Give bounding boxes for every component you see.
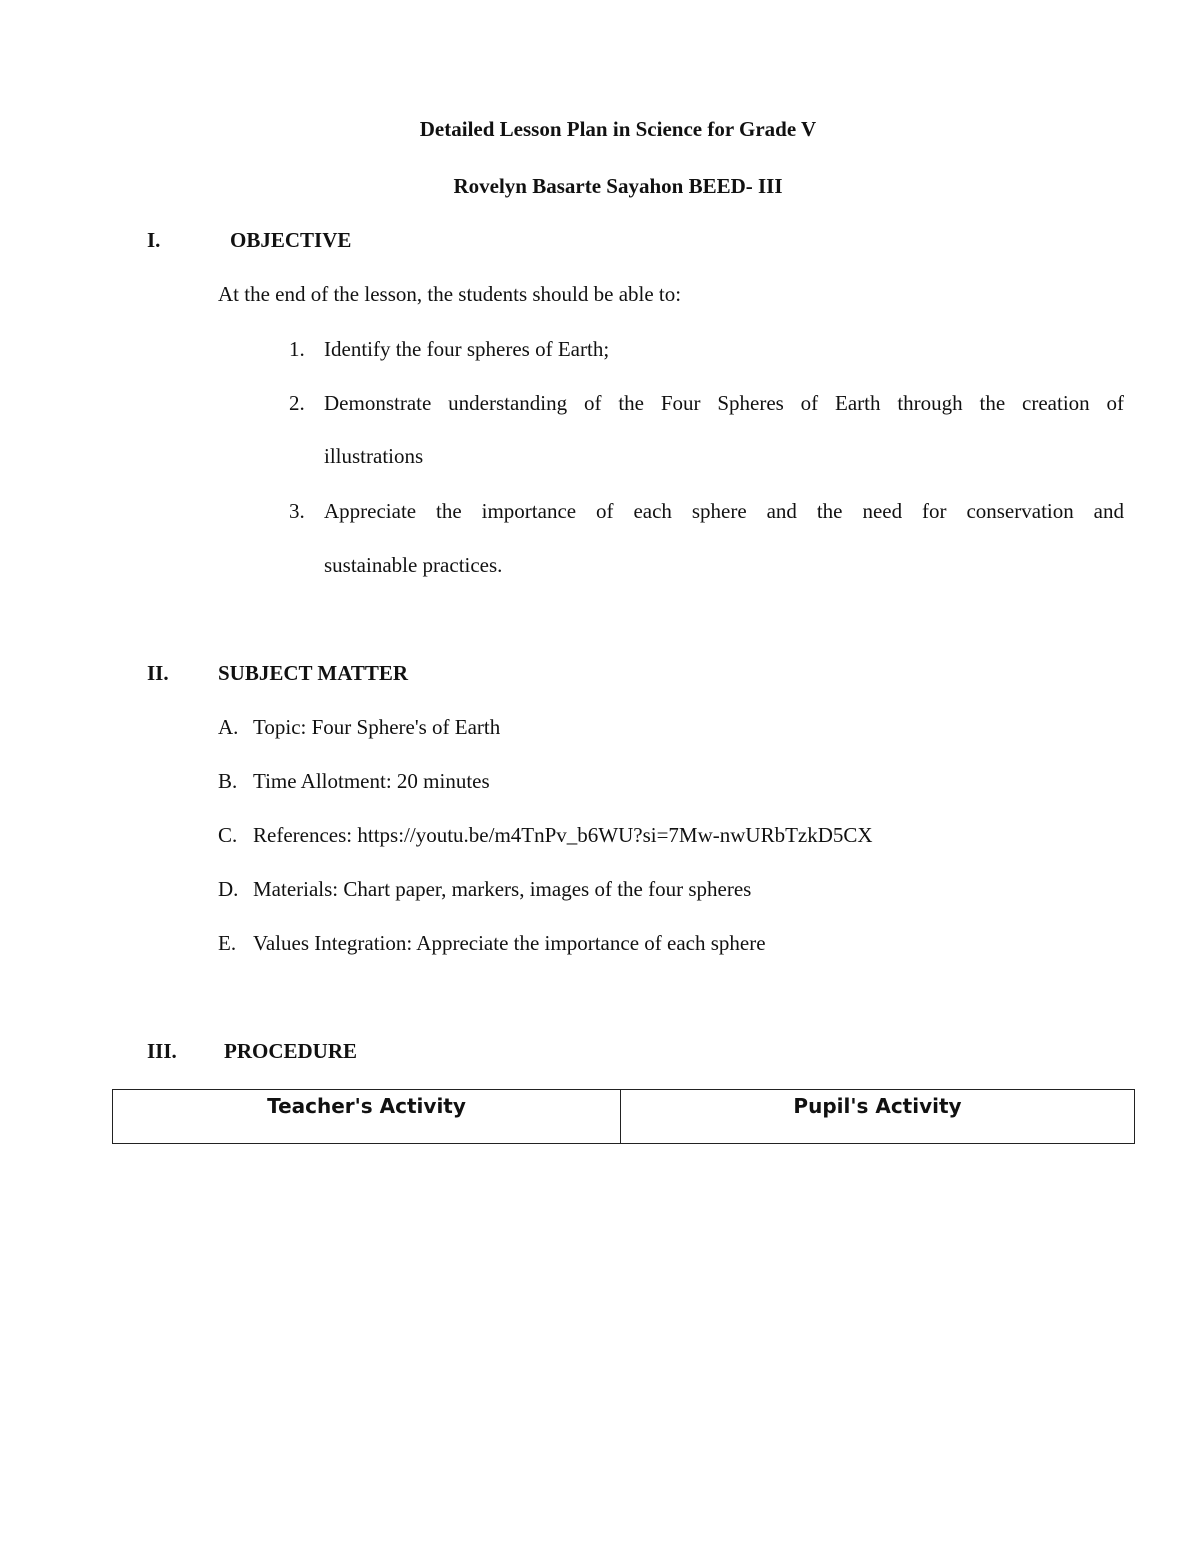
objective-item-number: 3. [289,499,305,523]
objective-item-number: 2. [289,391,305,415]
subject-item-time-allotment: Time Allotment: 20 minutes [253,769,490,793]
subject-item-topic: Topic: Four Sphere's of Earth [253,715,501,739]
subject-item-materials: Materials: Chart paper, markers, images of the four spheres [253,877,752,901]
subject-item-letter: E. [218,931,237,955]
section-heading-subject-matter: SUBJECT MATTER [218,661,409,685]
objective-item-text: Demonstrate understanding of the Four Spheres of Earth through the creation of [324,391,1124,415]
teacher-activity-header: Teacher's Activity [113,1090,621,1144]
subject-item-values-integration: Values Integration: Appreciate the importance of each sphere [253,931,766,955]
objective-item-text-continued: illustrations [324,444,424,468]
document-title: Detailed Lesson Plan in Science for Grade V [419,117,817,141]
subject-item-letter: A. [218,715,239,739]
section-numeral-objective: I. [147,228,161,252]
objective-item-text: Identify the four spheres of Earth; [324,337,610,361]
subject-item-references: References: https://youtu.be/m4TnPv_b6WU?si=7Mw-nwURbTzkD5CX [253,823,873,847]
section-numeral-procedure: III. [147,1039,177,1063]
objective-item-text-continued: sustainable practices. [324,553,503,577]
procedure-table [112,1089,1135,1144]
subject-item-letter: C. [218,823,238,847]
objective-intro: At the end of the lesson, the students should be able to: [218,282,682,306]
author-line: Rovelyn Basarte Sayahon BEED- III [453,174,783,198]
subject-item-letter: B. [218,769,238,793]
procedure-table-header-row [113,1090,1135,1144]
section-numeral-subject-matter: II. [147,661,169,685]
subject-item-letter: D. [218,877,239,901]
pupil-activity-header: Pupil's Activity [621,1090,1135,1144]
objective-item-number: 1. [289,337,305,361]
section-heading-objective: OBJECTIVE [230,228,352,252]
objective-item-text: Appreciate the importance of each sphere and the need for conservation and [324,499,1124,523]
section-heading-procedure: PROCEDURE [224,1039,358,1063]
